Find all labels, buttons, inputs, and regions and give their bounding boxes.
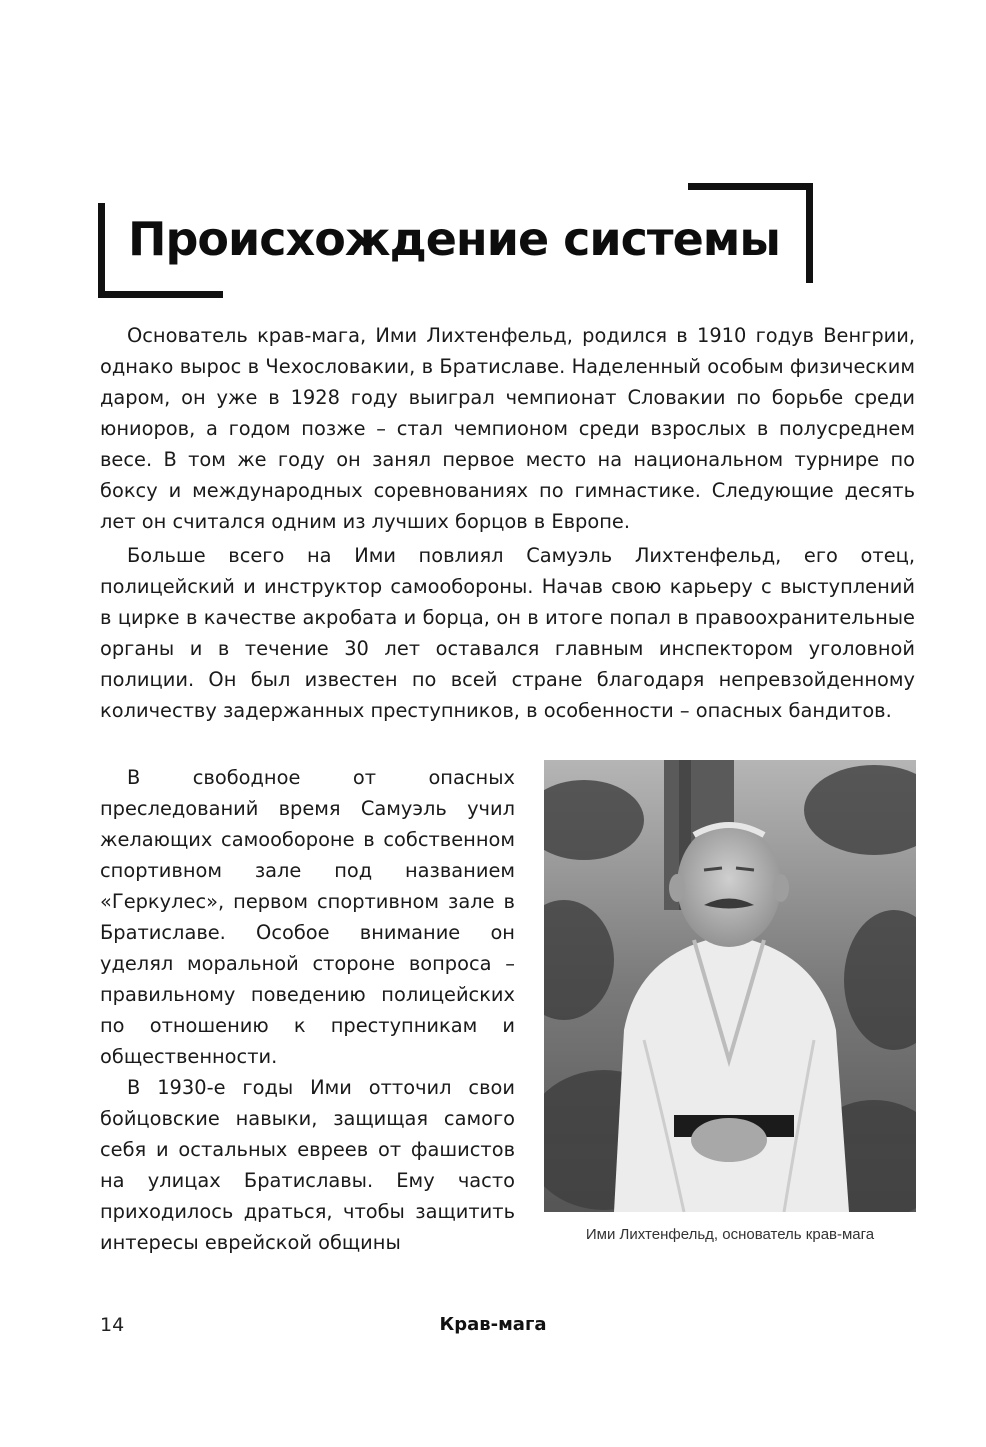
paragraph-3: В свободное от опасных преследований время Самуэль учил желающих самообороне в собственном спортивном зале под названием «Геркулес», первом спортивном зале в Братиславе. Особое внимание он уделял моральной стороне вопроса – правильному поведению полицейских по отношению к преступникам и общественности. (100, 766, 515, 1068)
portrait-photo (544, 760, 916, 1212)
paragraph-2-container (100, 540, 915, 726)
paragraph-1-container (100, 320, 915, 537)
frame-bracket-right (806, 183, 813, 283)
running-title: Крав-мага (439, 1314, 547, 1335)
heading-frame (98, 183, 813, 298)
paragraph-3-container (100, 762, 515, 1072)
paragraph-4-container (100, 1072, 515, 1258)
photo-caption: Ими Лихтенфельд, основатель крав-мага (585, 1226, 875, 1243)
frame-bracket-left-bottom (98, 291, 223, 298)
frame-bracket-right-top (688, 183, 813, 190)
frame-bracket-left (98, 203, 105, 298)
page-title: Происхождение системы (128, 212, 780, 266)
paragraph-2: Больше всего на Ими повлиял Самуэль Лихтенфельд, его отец, полицейский и инструктор самообороны. Начав свою карьеру с выступлений в цирке в качестве акробата и борца, он в итоге попал в правоохранительные органы и в течение 30 лет оставался главным инспектором уголовной полиции. Он был известен по всей стране благодаря непревзойденному количеству задержанных преступников, в особенности – опасных бандитов. (100, 544, 915, 722)
paragraph-1: Основатель крав-мага, Ими Лихтенфельд, родился в 1910 годув Венгрии, однако вырос в Чехословакии, в Братиславе. Наделенный особым физическим даром, он уже в 1928 году выиграл чемпионат Словакии по борьбе среди юниоров, а годом позже – стал чемпионом среди взрослых в полусреднем весе. В том же году он занял первое место на национальном турнире по боксу и международных соревнованиях по гимнастике. Следующие десять лет он считался одним из лучших борцов в Европе. (100, 324, 915, 533)
page-number: 14 (100, 1314, 125, 1336)
portrait-illustration (544, 760, 916, 1212)
paragraph-4: В 1930-е годы Ими отточил свои бойцовские навыки, защищая самого себя и остальных евреев от фашистов на улицах Братиславы. Ему часто приходилось драться, чтобы защитить интересы еврейской общины (100, 1076, 515, 1254)
